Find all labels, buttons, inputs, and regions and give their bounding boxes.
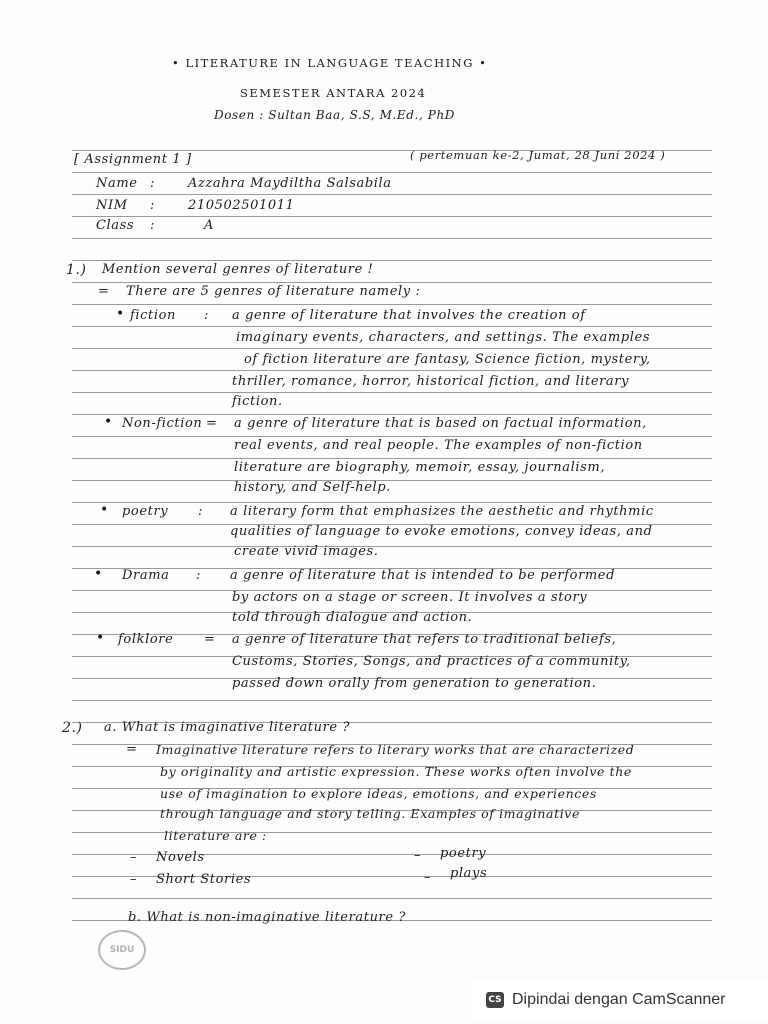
stamp-logo: SIDU [98, 930, 146, 970]
q2-answer-mark: = [126, 742, 138, 757]
genre-colon: : [196, 568, 201, 583]
genre-name: Drama [122, 568, 170, 583]
q2-number: 2.) [62, 720, 83, 736]
example-dash: – [130, 850, 138, 865]
genre-line: fiction. [232, 394, 283, 409]
ruled-line [72, 282, 712, 283]
genre-colon: : [198, 504, 203, 519]
genre-line: a genre of literature that refers to traditional beliefs, [232, 632, 617, 647]
ruled-line [72, 238, 712, 239]
name-value: Azzahra Maydiltha Salsabila [188, 176, 392, 191]
genre-name: Non-fiction [122, 416, 203, 431]
ruled-line [72, 898, 712, 899]
ruled-line [72, 370, 712, 371]
bullet-dot: • [104, 414, 113, 430]
ruled-line [72, 392, 712, 393]
q1-number: 1.) [66, 262, 87, 278]
q2-answer-line: use of imagination to explore ideas, emotions, and experiences [160, 786, 597, 801]
genre-line: a genre of literature that is intended to be performed [230, 568, 616, 583]
ruled-line [72, 216, 712, 217]
q2-answer-line: literature are : [164, 828, 267, 843]
ruled-line [72, 260, 712, 261]
name-label: Name [96, 176, 138, 191]
ruled-line [72, 172, 712, 173]
ruled-line [72, 458, 712, 459]
class-colon: : [150, 218, 155, 233]
genre-line: real events, and real people. The examples of non-fiction [234, 438, 643, 453]
bullet-dot: • [96, 630, 105, 646]
genre-colon: = [206, 416, 218, 431]
meeting-info: ( pertemuan ke-2, Jumat, 28 Juni 2024 ) [410, 148, 666, 162]
genre-line: imaginary events, characters, and settings. The examples [236, 330, 651, 345]
semester-line: SEMESTER ANTARA 2024 [240, 86, 427, 100]
name-colon: : [150, 176, 155, 191]
q2-answer-line: Imaginative literature refers to literary works that are characterized [156, 742, 635, 757]
q1-answer-mark: = [98, 284, 110, 299]
genre-line: qualities of language to evoke emotions, convey ideas, and [230, 524, 653, 539]
ruled-line [72, 436, 712, 437]
q2-part-a: a. What is imaginative literature ? [104, 720, 351, 735]
ruled-line [72, 502, 712, 503]
camscanner-icon: CS [486, 992, 504, 1008]
nim-label: NIM [96, 198, 128, 213]
example-dash: – [414, 848, 422, 863]
q2-answer-line: by originality and artistic expression. These works often involve the [160, 764, 632, 779]
class-label: Class [96, 218, 135, 233]
example-dash: – [424, 870, 432, 885]
genre-colon: : [204, 308, 209, 323]
genre-name: fiction [130, 308, 177, 323]
genre-line: thriller, romance, horror, historical fiction, and literary [232, 374, 630, 389]
genre-line: create vivid images. [234, 544, 379, 559]
genre-name: poetry [122, 504, 169, 519]
genre-name: folklore [118, 632, 174, 647]
genre-line: history, and Self-help. [234, 480, 391, 495]
q2-answer-line: through language and story telling. Examples of imaginative [160, 806, 580, 821]
ruled-line [72, 304, 712, 305]
genre-line: Customs, Stories, Songs, and practices of a community, [232, 654, 631, 669]
ruled-line [72, 480, 712, 481]
genre-line: a genre of literature that involves the creation of [232, 308, 586, 323]
bullet-dot: • [100, 502, 109, 518]
genre-line: by actors on a stage or screen. It involves a story [232, 590, 588, 605]
ruled-line [72, 546, 712, 547]
nim-colon: : [150, 198, 155, 213]
genre-line: told through dialogue and action. [232, 610, 473, 625]
q1-answer-intro: There are 5 genres of literature namely : [126, 284, 421, 299]
bullet-dot: • [116, 306, 125, 322]
example-item: Novels [156, 850, 205, 865]
class-value: A [204, 218, 214, 233]
ruled-line [72, 194, 712, 195]
genre-line: passed down orally from generation to generation. [232, 676, 597, 691]
course-title: • LITERATURE IN LANGUAGE TEACHING • [172, 56, 488, 70]
nim-value: 210502501011 [188, 198, 295, 213]
genre-line: of fiction literature are fantasy, Science fiction, mystery, [244, 352, 651, 367]
bullet-dot: • [94, 566, 103, 582]
ruled-line [72, 348, 712, 349]
genre-line: literature are biography, memoir, essay, journalism, [234, 460, 606, 475]
genre-line: a genre of literature that is based on factual information, [234, 416, 647, 431]
example-item: plays [450, 866, 488, 881]
example-dash: – [130, 872, 138, 887]
example-item: poetry [440, 846, 487, 861]
genre-colon: = [204, 632, 216, 647]
camscanner-text: Dipindai dengan CamScanner [512, 991, 726, 1008]
ruled-line [72, 326, 712, 327]
lecturer-line: Dosen : Sultan Baa, S.S, M.Ed., PhD [214, 108, 456, 122]
q2-part-b: b. What is non-imaginative literature ? [128, 910, 406, 925]
q1-question: Mention several genres of literature ! [102, 262, 374, 277]
camscanner-watermark [472, 980, 768, 1020]
ruled-line [72, 414, 712, 415]
genre-line: a literary form that emphasizes the aesthetic and rhythmic [230, 504, 654, 519]
example-item: Short Stories [156, 872, 252, 887]
ruled-line [72, 700, 712, 701]
assignment-label: [ Assignment 1 ] [74, 152, 192, 167]
